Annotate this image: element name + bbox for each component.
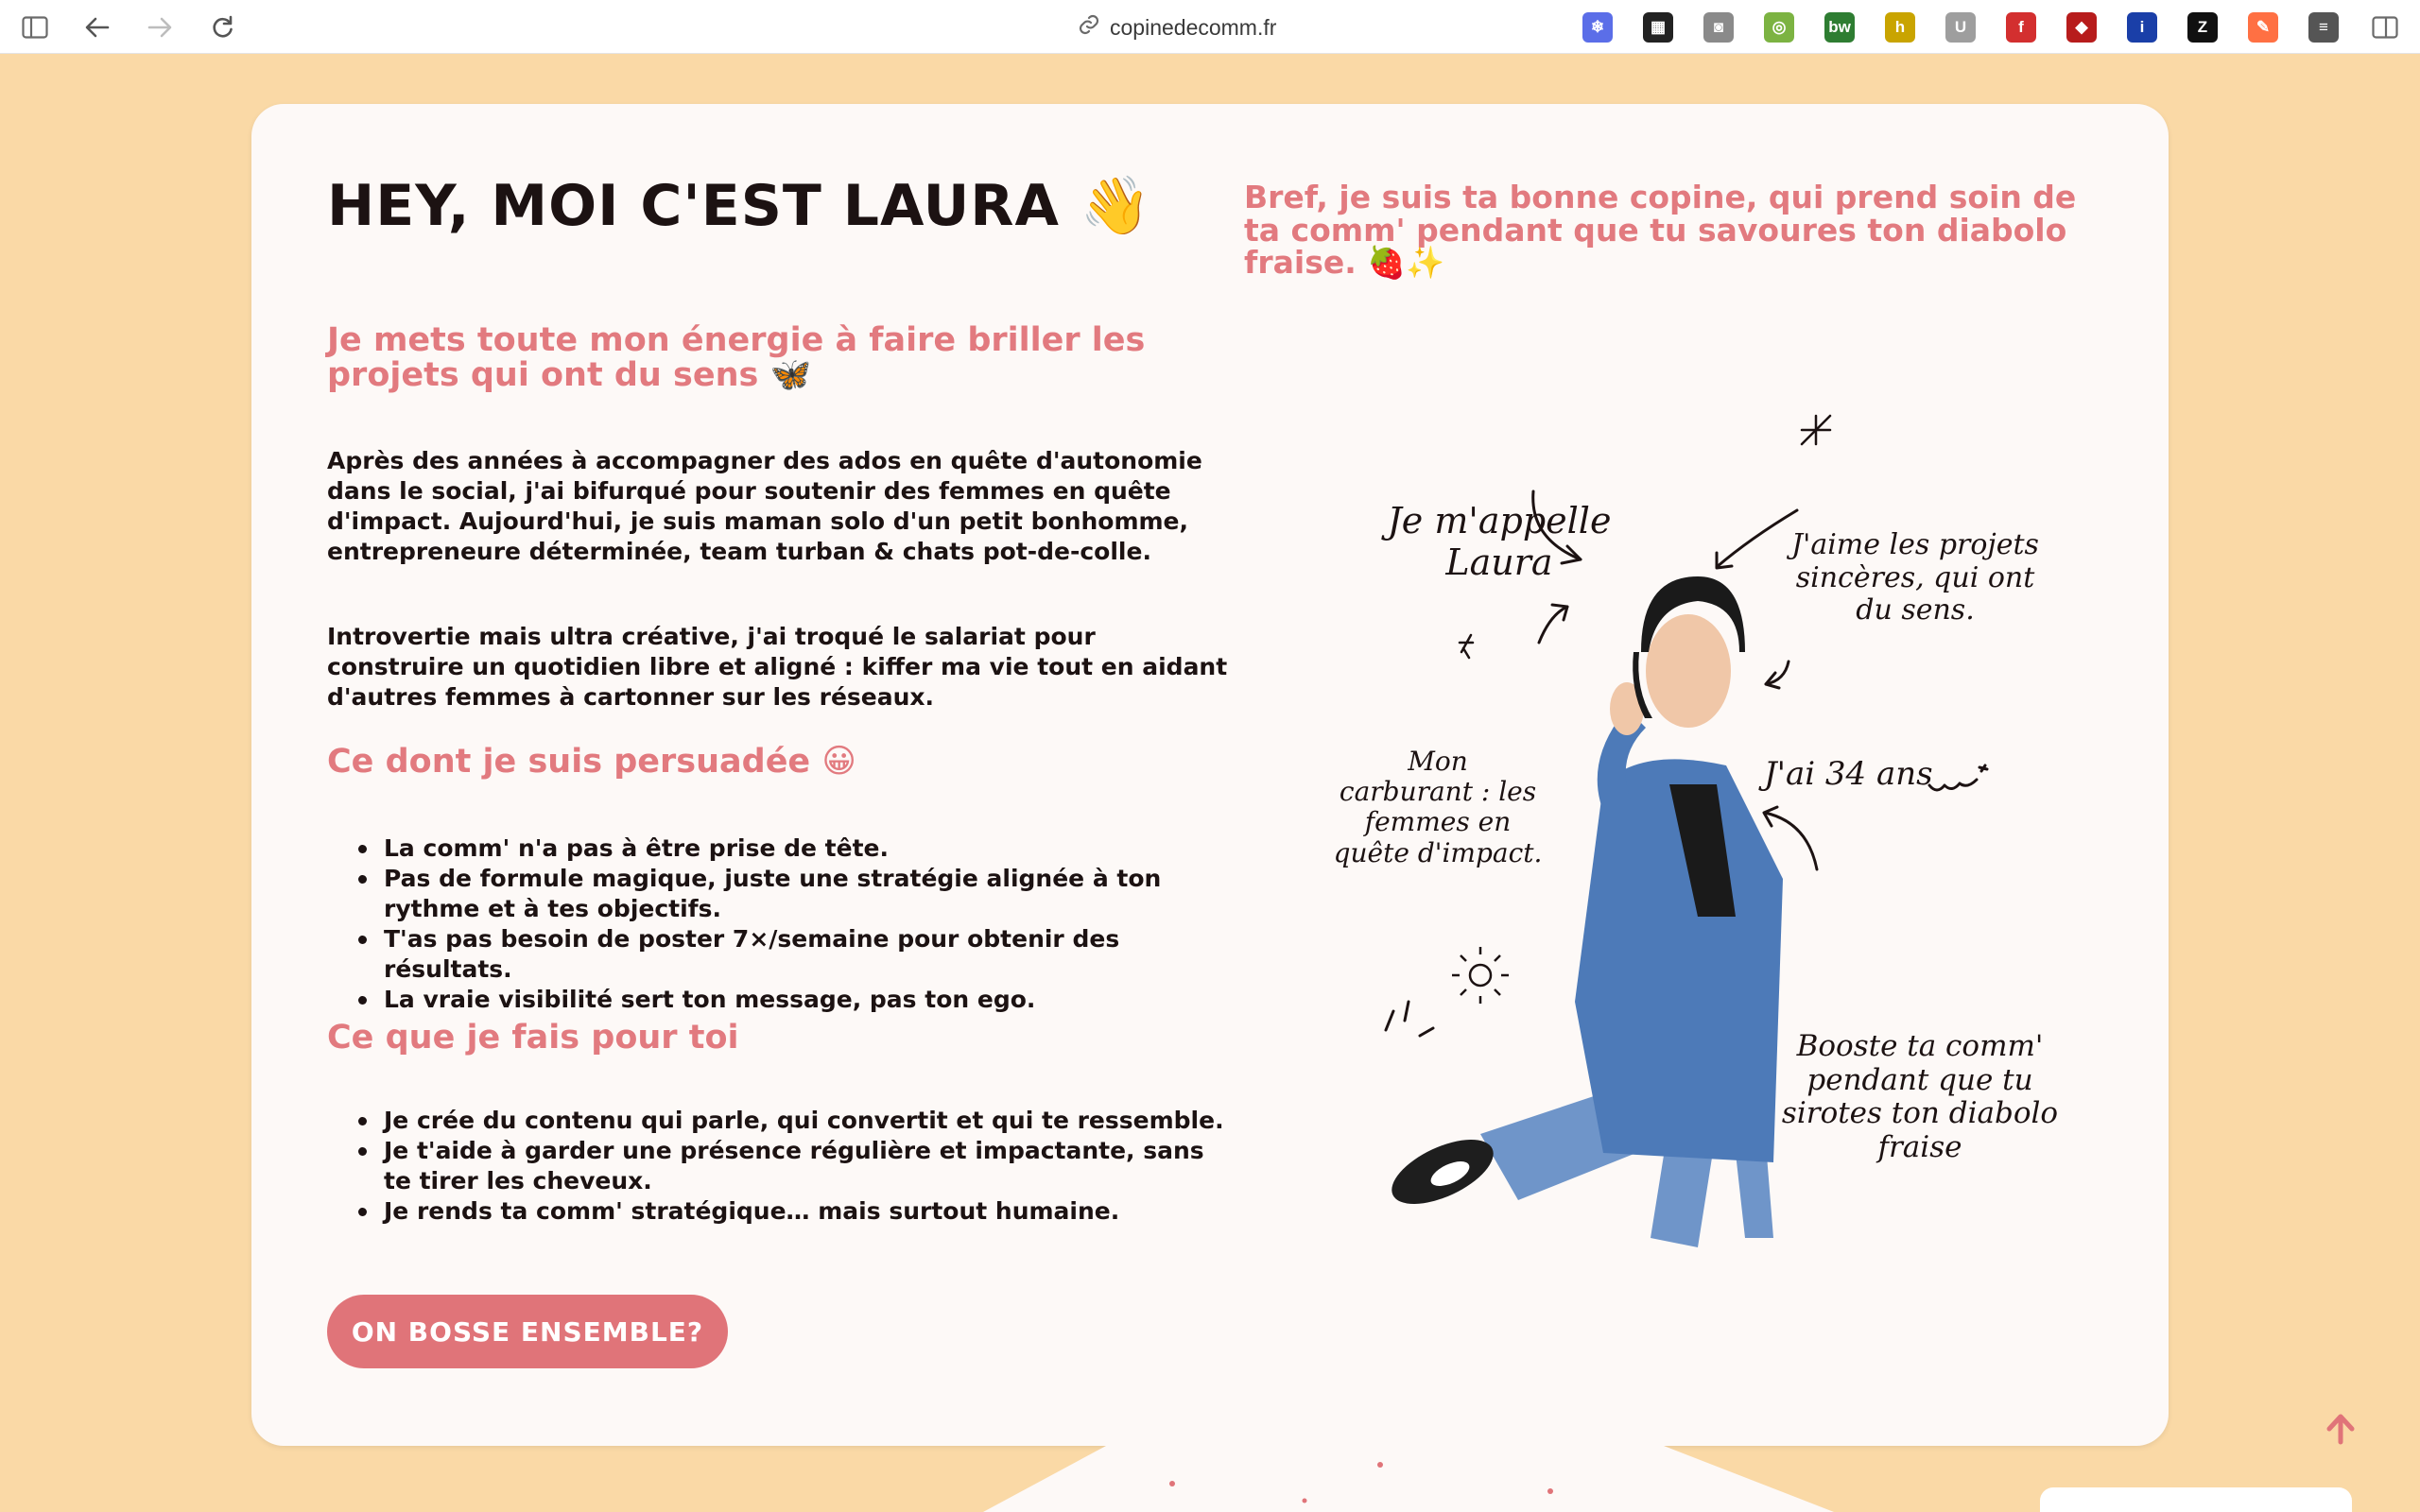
beliefs-heading: Ce dont je suis persuadée 😀 (327, 743, 856, 781)
list-item: T'as pas besoin de poster 7×/semaine pour obtenir des résultats. (327, 924, 1235, 985)
sidebar-toggle-icon[interactable] (17, 9, 53, 45)
about-card (251, 104, 2169, 1446)
extension-camera-icon[interactable]: ◙ (1703, 12, 1734, 43)
list-item: La vraie visibilité sert ton message, pas ton ego. (327, 985, 1235, 1015)
right-tagline: Bref, je suis ta bonne copine, qui prend soin de ta comm' pendant que tu savoures ton diabolo fraise. 🍓✨ (1244, 179, 2077, 282)
back-arrow-icon[interactable] (79, 9, 115, 45)
bottom-decoration (983, 1446, 1928, 1512)
extension-folder-icon[interactable]: h (1885, 12, 1915, 43)
address-bar[interactable] (1078, 11, 1276, 43)
extension-shield-icon[interactable]: ◆ (2066, 12, 2097, 43)
extension-glasses-icon[interactable]: ◎ (1764, 12, 1794, 43)
illustration (1291, 340, 2142, 1370)
link-icon (1078, 13, 1100, 42)
extension-reader-icon[interactable]: ≡ (2308, 12, 2339, 43)
extension-z-icon[interactable]: Z (2187, 12, 2218, 43)
extension-qr-icon[interactable]: ▦ (1643, 12, 1673, 43)
list-item: Je rends ta comm' stratégique… mais surtout humaine. (327, 1196, 1235, 1227)
note-projects: J'aime les projets sincères, qui ont du sens. (1791, 528, 2039, 627)
browser-toolbar (0, 0, 2420, 54)
reload-icon[interactable] (204, 9, 240, 45)
list-item: Pas de formule magique, juste une stratégie alignée à ton rythme et à tes objectifs. (327, 864, 1235, 924)
services-list (327, 1106, 1235, 1227)
extension-u-icon[interactable]: U (1945, 12, 1976, 43)
forward-arrow-icon[interactable] (142, 9, 178, 45)
work-together-button[interactable]: ON BOSSE ENSEMBLE? (327, 1295, 728, 1368)
note-age: J'ai 34 ans (1764, 755, 1933, 793)
extension-picker-icon[interactable]: ✎ (2248, 12, 2278, 43)
note-boost: Booste ta comm' pendant que tu sirotes ton diabolo fraise (1781, 1029, 2059, 1164)
url-text: copinedecomm.fr (1110, 14, 1277, 40)
intro-paragraph-1: Après des années à accompagner des ados en quête d'autonomie dans le social, j'ai bifurqué pour soutenir des femmes en quête d'impact. Aujourd'hui, je suis maman solo d'un petit bonhomme, entrepreneure déterminée, team turban & chats pot-de-colle. (327, 447, 1202, 565)
note-fuel: Mon carburant : les femmes en quête d'impact. (1333, 746, 1543, 868)
scroll-to-top-button[interactable] (2320, 1408, 2361, 1450)
arrow-up-icon (2325, 1413, 2357, 1445)
intro-heading: Je mets toute mon énergie à faire briller les projets qui ont du sens 🦋 (327, 321, 1146, 394)
extension-f-icon[interactable]: f (2006, 12, 2036, 43)
list-item: Je t'aide à garder une présence régulière et impactante, sans te tirer les cheveux. (327, 1136, 1235, 1196)
extension-snowflake-icon[interactable]: ❄ (1582, 12, 1613, 43)
list-item: La comm' n'a pas à être prise de tête. (327, 833, 1235, 864)
split-view-icon[interactable] (2367, 9, 2403, 45)
extension-bw-icon[interactable]: bw (1824, 12, 1855, 43)
note-name: Je m'appelle Laura (1387, 500, 1612, 583)
services-heading: Ce que je fais pour toi (327, 1019, 739, 1057)
page-title: HEY, MOI C'EST LAURA 👋 (327, 173, 1152, 239)
beliefs-list (327, 833, 1235, 1015)
intro-paragraph-2: Introvertie mais ultra créative, j'ai troqué le salariat pour construire un quotidien libre et aligné : kiffer ma vie tout en aidant d'autres femmes à cartonner sur les réseaux. (327, 623, 1228, 711)
bottom-widget (2040, 1487, 2352, 1512)
extension-info-icon[interactable]: i (2127, 12, 2157, 43)
list-item: Je crée du contenu qui parle, qui convertit et qui te ressemble. (327, 1106, 1235, 1136)
